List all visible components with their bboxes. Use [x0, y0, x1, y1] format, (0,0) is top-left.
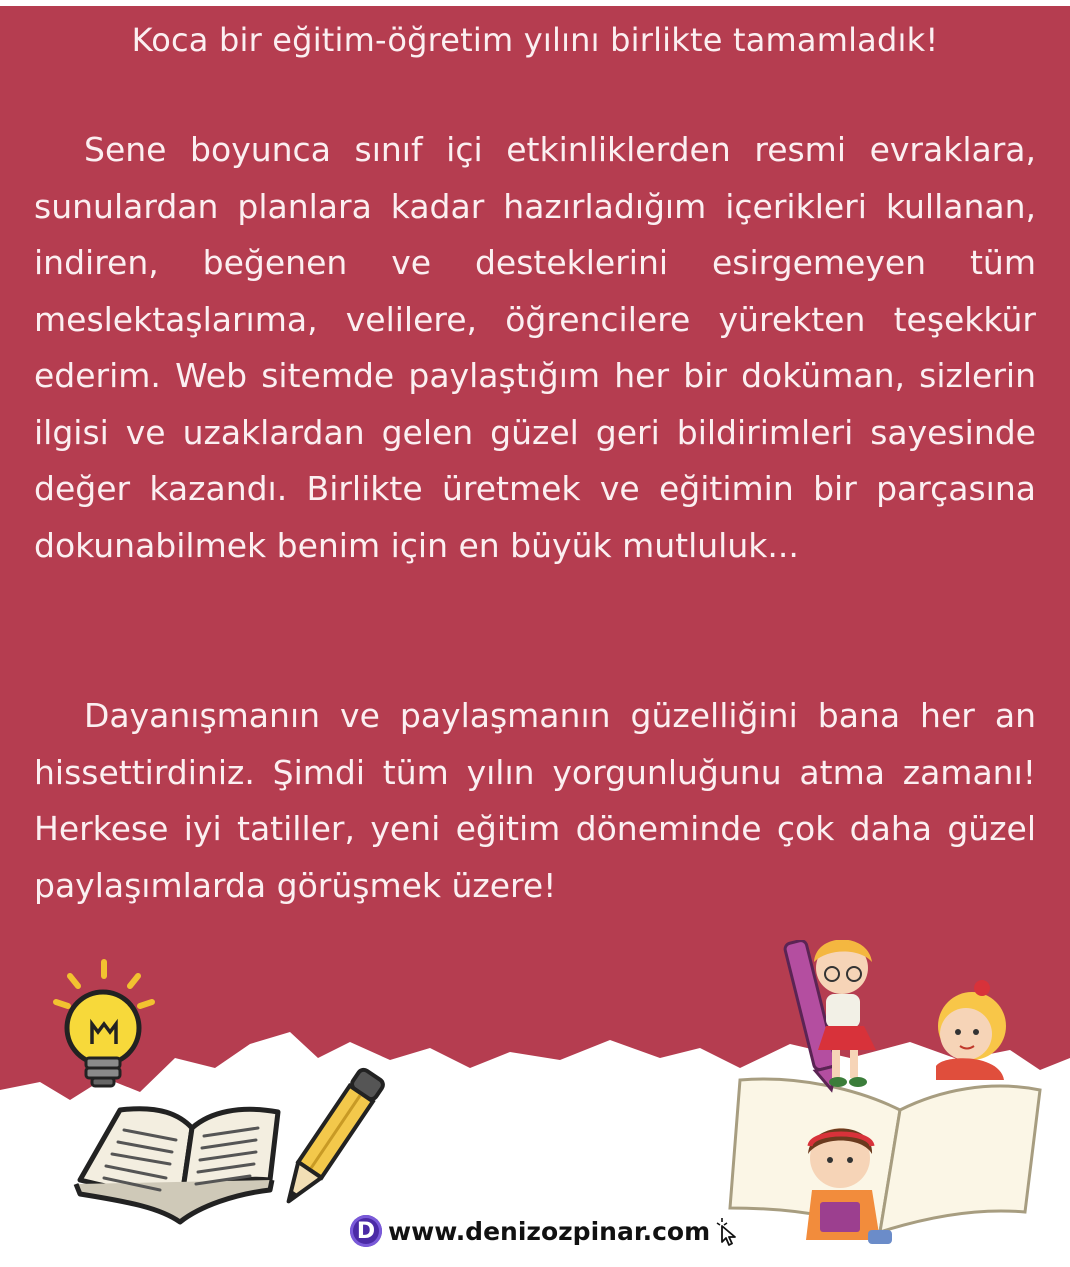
heading: Koca bir eğitim-öğretim yılını birlikte tamamladık! — [131, 21, 939, 59]
paragraph-holiday: Dayanışmanın ve paylaşmanın güzelliğini bana her an hissettirdiniz. Şimdi tüm yılın yorgunluğunu atma zamanı! Herkese iyi tatiller, yeni eğitim döneminde çok daha güzel paylaşımlarda görüşmek üzere! — [34, 696, 1036, 905]
top-paper-edge — [0, 0, 1070, 6]
website-url[interactable]: www.denizozpinar.com — [388, 1216, 711, 1246]
website-link[interactable] — [350, 1211, 742, 1251]
paragraph-thanks: Sene boyunca sınıf içi etkinliklerden resmi evraklara, sunulardan planlara kadar hazırladığım içerikleri kullanan, indiren, beğenen ve desteklerini esirgemeyen tüm meslektaşlarıma, velilere, öğrencilere yürekten teşekkür ederim. Web sitemde paylaştığım her bir doküman, sizlerin ilgisi ve uzaklardan gelen güzel geri bildirimleri sayesinde değer kazandı. Birlikte üretmek ve eğitimin bir parçasına dokunabilmek benim için en büyük mutluluk... — [34, 130, 1036, 565]
cursor-icon — [716, 1216, 742, 1246]
site-logo: D — [350, 1215, 382, 1247]
lightbulb-icon — [56, 962, 152, 1086]
